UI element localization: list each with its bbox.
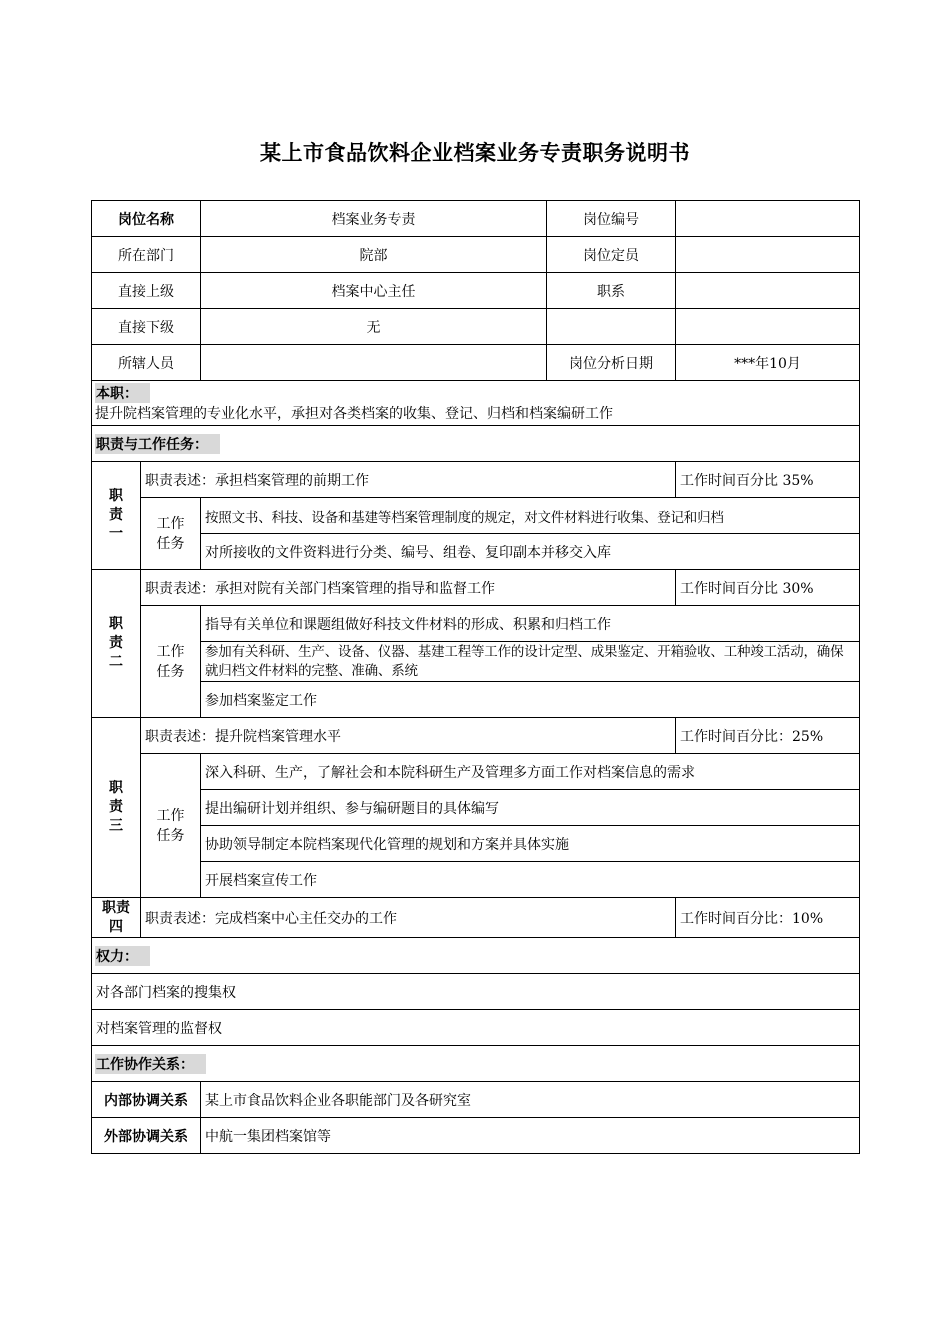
responsibility-3-task-4: 开展档案宣传工作 — [201, 862, 860, 898]
analysis-date-label: 岗位分析日期 — [547, 345, 676, 381]
row-internal-collaboration — [92, 1082, 860, 1118]
authority-header — [92, 938, 860, 974]
superior-label: 直接上级 — [92, 273, 201, 309]
responsibility-2-time: 工作时间百分比 30% — [676, 570, 860, 606]
position-code-value — [676, 201, 860, 237]
responsibility-3-row — [92, 718, 860, 754]
task-row — [92, 826, 860, 862]
job-family-value — [676, 273, 860, 309]
responsibility-3-time: 工作时间百分比：25% — [676, 718, 860, 754]
responsibility-1-tasks-label: 工作 任务 — [141, 498, 201, 570]
responsibilities-label: 职责与工作任务： — [95, 434, 220, 454]
responsibility-3-tasks-label: 工作 任务 — [141, 754, 201, 898]
duty-label: 本职： — [95, 383, 150, 403]
department-value: 院部 — [201, 237, 547, 273]
job-family-label: 职系 — [547, 273, 676, 309]
task-row — [92, 862, 860, 898]
responsibility-4-label — [92, 898, 141, 938]
subordinate-value: 无 — [201, 309, 547, 345]
row-external-collaboration — [92, 1118, 860, 1154]
internal-collaboration-value: 某上市食品饮料企业各职能部门及各研究室 — [201, 1082, 860, 1118]
headcount-label: 岗位定员 — [547, 237, 676, 273]
position-code-label: 岗位编号 — [547, 201, 676, 237]
task-row — [92, 642, 860, 682]
position-name-label: 岗位名称 — [92, 201, 201, 237]
responsibility-2-task-3: 参加档案鉴定工作 — [201, 682, 860, 718]
responsibility-2-task-2: 参加有关科研、生产、设备、仪器、基建工程等工作的设计定型、成果鉴定、开箱验收、工种竣工活动，确保就归档文件材料的完整、准确、系统 — [201, 642, 860, 682]
responsibility-2-label-text: 职 责 二 — [109, 616, 123, 670]
responsibility-1-label-text: 职 责 一 — [109, 488, 123, 542]
responsibilities-header — [92, 426, 860, 462]
external-collaboration-value: 中航一集团档案馆等 — [201, 1118, 860, 1154]
responsibility-3-task-3: 协助领导制定本院档案现代化管理的规划和方案并具体实施 — [201, 826, 860, 862]
responsibility-2-tasks-label: 工作 任务 — [141, 606, 201, 718]
duty-section — [92, 381, 860, 426]
row-superior — [92, 273, 860, 309]
row-duty — [92, 381, 860, 426]
position-name-value: 档案业务专责 — [201, 201, 547, 237]
responsibility-1-task-2: 对所接收的文件资料进行分类、编号、组卷、复印副本并移交入库 — [201, 534, 860, 570]
row-authority-header — [92, 938, 860, 974]
task-row — [92, 790, 860, 826]
external-collaboration-label: 外部协调关系 — [92, 1118, 201, 1154]
row-collaboration-header — [92, 1046, 860, 1082]
authority-item-row — [92, 1010, 860, 1046]
task-row — [92, 754, 860, 790]
task-row — [92, 534, 860, 570]
empty-cell — [547, 309, 676, 345]
responsibility-1-task-1: 按照文书、科技、设备和基建等档案管理制度的规定，对文件材料进行收集、登记和归档 — [201, 498, 860, 534]
responsibility-4-description: 职责表述：完成档案中心主任交办的工作 — [141, 898, 676, 938]
responsibility-3-label-text: 职 责 三 — [109, 780, 123, 834]
superior-value: 档案中心主任 — [201, 273, 547, 309]
job-description-table — [91, 200, 860, 1154]
responsibility-4-time: 工作时间百分比：10% — [676, 898, 860, 938]
duty-text: 提升院档案管理的专业化水平，承担对各类档案的收集、登记、归档和档案编研工作 — [95, 406, 613, 422]
row-subordinate — [92, 309, 860, 345]
task-row — [92, 682, 860, 718]
collaboration-header — [92, 1046, 860, 1082]
analysis-date-value: ***年10月 — [676, 345, 860, 381]
responsibility-3-description: 职责表述：提升院档案管理水平 — [141, 718, 676, 754]
responsibility-3-task-1: 深入科研、生产，了解社会和本院科研生产及管理多方面工作对档案信息的需求 — [201, 754, 860, 790]
responsibility-2-label — [92, 570, 141, 718]
responsibility-4-row — [92, 898, 860, 938]
empty-cell — [676, 309, 860, 345]
responsibility-3-label — [92, 718, 141, 898]
row-position-name — [92, 201, 860, 237]
responsibility-4-label-text: 职责 四 — [102, 899, 130, 935]
responsibility-2-task-1: 指导有关单位和课题组做好科技文件材料的形成、积累和归档工作 — [201, 606, 860, 642]
responsibility-2-description: 职责表述：承担对院有关部门档案管理的指导和监督工作 — [141, 570, 676, 606]
subordinate-label: 直接下级 — [92, 309, 201, 345]
staff-label: 所辖人员 — [92, 345, 201, 381]
internal-collaboration-label: 内部协调关系 — [92, 1082, 201, 1118]
authority-item-1: 对各部门档案的搜集权 — [92, 974, 860, 1010]
responsibility-1-label — [92, 462, 141, 570]
authority-item-row — [92, 974, 860, 1010]
collaboration-label: 工作协作关系： — [95, 1054, 206, 1074]
row-staff — [92, 345, 860, 381]
task-row — [92, 606, 860, 642]
row-responsibilities-header — [92, 426, 860, 462]
headcount-value — [676, 237, 860, 273]
responsibility-1-row — [92, 462, 860, 498]
department-label: 所在部门 — [92, 237, 201, 273]
responsibility-1-description: 职责表述：承担档案管理的前期工作 — [141, 462, 676, 498]
document-title: 某上市食品饮料企业档案业务专责职务说明书 — [260, 141, 690, 165]
authority-item-2: 对档案管理的监督权 — [92, 1010, 860, 1046]
responsibility-2-row — [92, 570, 860, 606]
responsibility-1-time: 工作时间百分比 35% — [676, 462, 860, 498]
responsibility-3-task-2: 提出编研计划并组织、参与编研题目的具体编写 — [201, 790, 860, 826]
authority-label: 权力： — [95, 946, 150, 966]
task-row — [92, 498, 860, 534]
row-department — [92, 237, 860, 273]
staff-value — [201, 345, 547, 381]
